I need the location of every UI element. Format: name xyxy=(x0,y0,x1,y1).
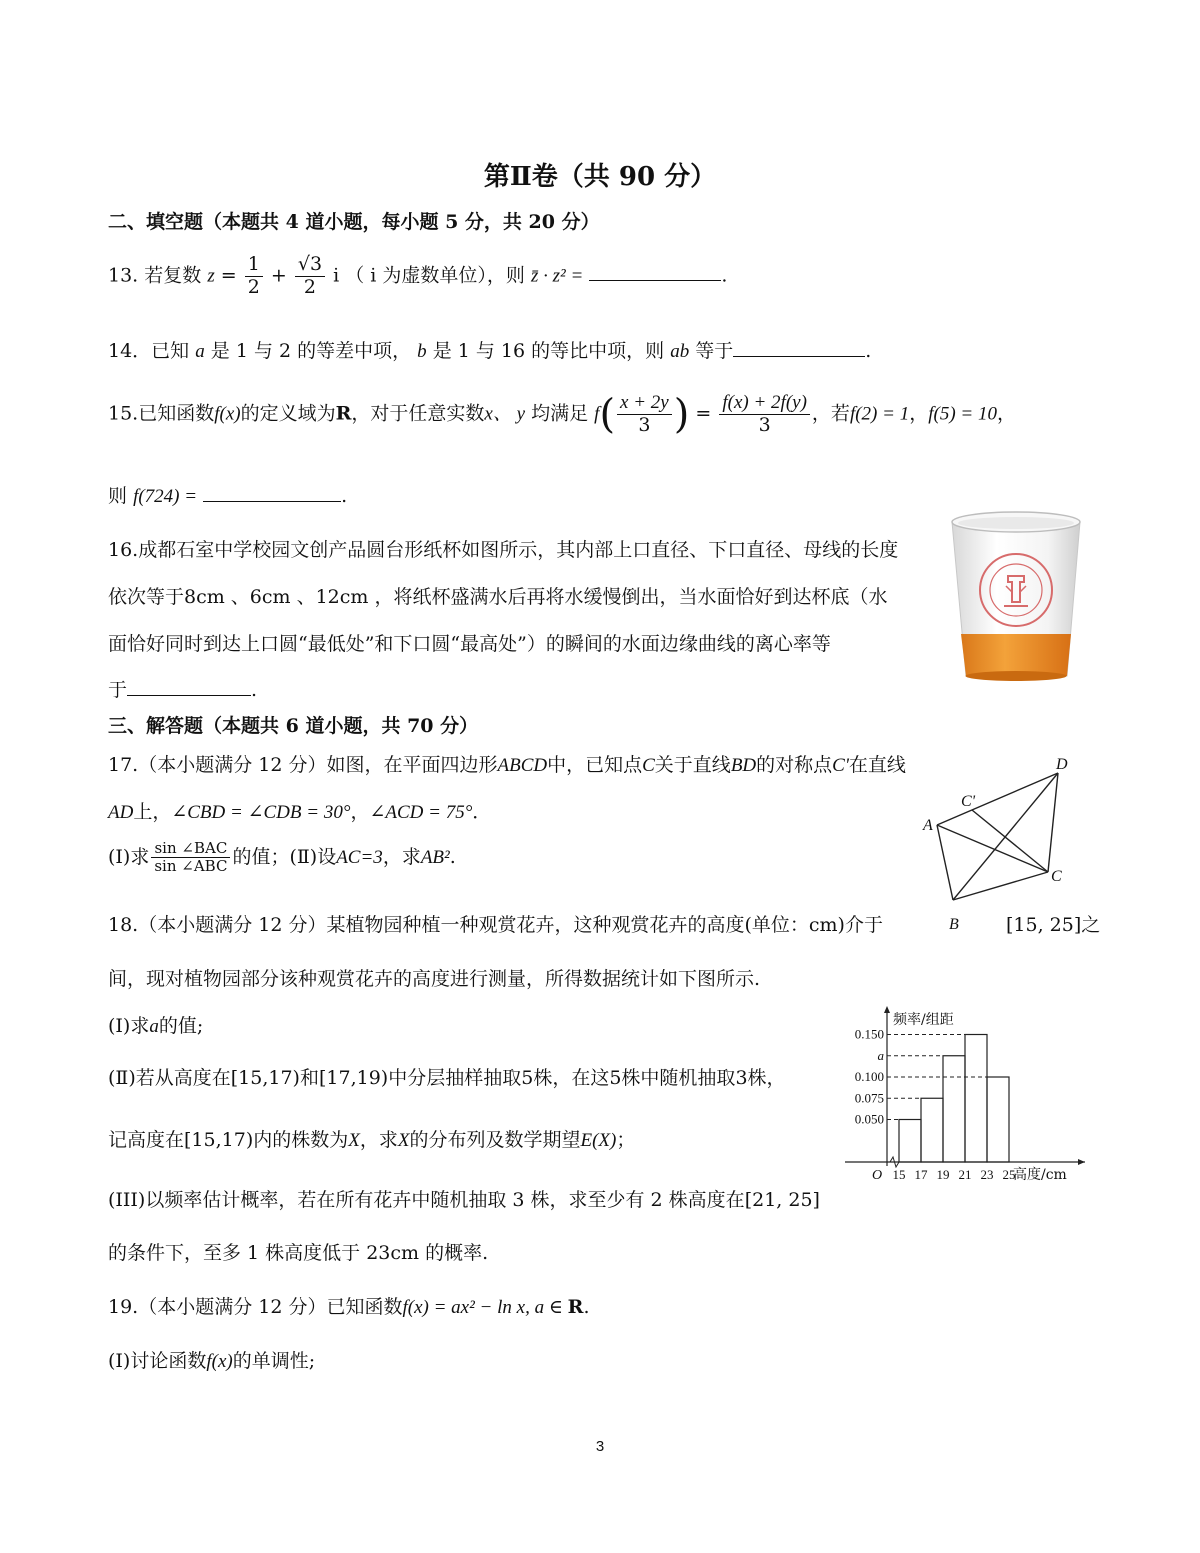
question-text: 15.已知函数 xyxy=(108,402,215,425)
paren-open: ( xyxy=(599,391,616,438)
question-18-part-3-line-1 xyxy=(108,1185,820,1212)
y-tick-label: a xyxy=(877,1047,884,1063)
question-text: (III)以频率估计概率，若在所有花卉中随机抽取 3 株，求至少有 2 株高度在 xyxy=(108,1189,745,1211)
interval: [15,17) xyxy=(230,1067,300,1089)
function-f: f xyxy=(594,403,600,425)
question-text: 株中随机抽取 xyxy=(621,1067,736,1089)
interval: [17,19) xyxy=(318,1067,389,1089)
question-text: 的值; xyxy=(158,1015,204,1037)
variable-a: a xyxy=(195,341,205,362)
period: . xyxy=(583,1296,590,1318)
label-D: D xyxy=(1056,756,1068,773)
question-text: 18.（本小题满分 12 分）某植物园种植一种观赏花卉，这种观赏花卉的高度(单位：cm)介于 xyxy=(108,914,883,936)
question-text: ，对于任意实数 xyxy=(351,402,485,425)
question-18-part-3-line-2: 的条件下，至多 1 株高度低于 23cm 的概率. xyxy=(108,1242,489,1264)
number: 5 xyxy=(609,1067,622,1089)
question-19-part-1 xyxy=(108,1346,315,1373)
number: 3 xyxy=(735,1067,748,1089)
question-text: 中分层抽样抽取 xyxy=(388,1067,522,1089)
period: . xyxy=(341,485,348,507)
question-16-line-3: 面恰好同时到达上口圆“最低处”和下口圆“最高处”）的瞬间的水面边缘曲线的离心率等 xyxy=(108,633,831,655)
condition-f5: f(5) = 10 xyxy=(928,403,997,425)
period: . xyxy=(865,340,872,362)
fraction-denominator: 3 xyxy=(758,413,771,436)
paper-cup-image xyxy=(946,506,1086,682)
y-tick-label: 0.150 xyxy=(854,1026,884,1042)
question-17-line-2 xyxy=(108,797,491,824)
fraction-lhs xyxy=(617,392,672,437)
fraction-numerator: x + 2y xyxy=(617,392,672,415)
question-18-part-1 xyxy=(108,1011,203,1038)
x-tick-label: 23 xyxy=(980,1167,994,1182)
question-text: 是 1 与 2 的等差中项， xyxy=(210,340,412,362)
fraction-denominator: 2 xyxy=(247,275,260,298)
question-text: 的单调性; xyxy=(232,1350,316,1372)
question-text: 均满足 xyxy=(531,402,589,425)
comma: ， xyxy=(909,402,929,425)
question-text: (Ⅰ)求 xyxy=(108,845,150,868)
variable-z: z xyxy=(207,265,215,287)
question-text: ，求 xyxy=(359,1129,398,1151)
height-interval: [15, 25] xyxy=(1006,914,1082,936)
question-text: 的定义域为 xyxy=(240,402,336,425)
x-tick-label: 17 xyxy=(914,1167,928,1182)
question-text: 17.（本小题满分 12 分）如图，在平面四边形 xyxy=(108,754,498,776)
equals-sign: = xyxy=(695,402,712,425)
question-18-interval xyxy=(1006,910,1100,937)
given-AC: AC=3 xyxy=(336,846,383,868)
label-B: B xyxy=(949,916,959,933)
page-number: 3 xyxy=(595,1438,605,1455)
question-text: 株， xyxy=(747,1067,786,1089)
fraction-numerator: sin ∠BAC xyxy=(151,840,230,858)
histogram-bar xyxy=(987,1077,1009,1162)
angle-condition-1: ∠CBD = ∠CDB = 30° xyxy=(171,802,351,823)
answer-blank[interactable] xyxy=(127,677,251,696)
question-text: 19.（本小题满分 12 分）已知函数 xyxy=(108,1296,403,1318)
y-axis-label: 频率/组距 xyxy=(893,1012,954,1028)
fraction-rhs xyxy=(719,392,810,437)
question-text: （ i 为虚数单位），则 xyxy=(345,264,525,287)
period: . xyxy=(251,679,258,701)
fraction-sin-ratio xyxy=(151,840,230,876)
fraction-denominator: 2 xyxy=(303,275,316,298)
period: . xyxy=(721,264,728,287)
section-2-header: 二、填空题（本题共 4 道小题，每小题 5 分，共 20 分） xyxy=(108,211,600,233)
question-text: 上， xyxy=(133,801,172,823)
function-definition: f(x) = ax² − ln x, a ∈ xyxy=(402,1297,568,1318)
set-R: R xyxy=(335,402,352,425)
answer-blank[interactable] xyxy=(589,262,721,281)
question-text: (Ⅱ)若从高度在 xyxy=(108,1067,231,1089)
paren-close: ) xyxy=(673,391,690,438)
point-C: C xyxy=(642,755,655,776)
fraction-numerator: √3 xyxy=(295,254,325,277)
segment-DC xyxy=(1048,773,1058,872)
line-BD: BD xyxy=(730,755,757,776)
label-A: A xyxy=(923,817,933,834)
expression: z̄ · z² = xyxy=(530,265,584,287)
condition-f2: f(2) = 1 xyxy=(849,403,910,425)
question-18-part-2-line-2 xyxy=(108,1125,635,1152)
function-fx: f(x) xyxy=(214,403,241,425)
question-18-line-1 xyxy=(108,910,883,937)
question-text: 于 xyxy=(108,679,128,701)
question-17-line-1 xyxy=(108,750,906,777)
question-text: 是 1 与 16 的等比中项，则 xyxy=(432,340,665,362)
question-16-line-1: 16.成都石室中学校园文创产品圆台形纸杯如图所示，其内部上口直径、下口直径、母线的长度 xyxy=(108,539,899,561)
comma: ， xyxy=(350,801,370,823)
set-R: R xyxy=(567,1296,584,1318)
expression-AB-squared: AB² xyxy=(420,846,450,868)
question-16-line-2: 依次等于8cm 、6cm 、12cm ，将纸杯盛满水后再将水缓慢倒出，当水面恰好到达杯底（水 xyxy=(108,586,888,608)
question-text: 记高度在 xyxy=(108,1129,185,1151)
fraction-denominator: 3 xyxy=(638,413,651,436)
question-text: 则 xyxy=(108,485,128,507)
fraction-one-half xyxy=(245,254,263,299)
question-text: ，求 xyxy=(382,845,421,868)
question-text: 的值；(Ⅱ)设 xyxy=(232,845,337,868)
x-tick-label: 25 xyxy=(1002,1167,1016,1182)
interval: [21, 25] xyxy=(744,1189,820,1211)
point-C-prime: C' xyxy=(832,755,849,776)
question-18-line-2: 间，现对植物园部分该种观赏花卉的高度进行测量，所得数据统计如下图所示. xyxy=(108,968,761,990)
question-text: 14．已知 xyxy=(108,340,190,362)
segment-BA xyxy=(937,825,953,900)
question-text: 内的株数为 xyxy=(253,1129,349,1151)
question-13 xyxy=(108,254,727,299)
question-text: 关于直线 xyxy=(654,754,731,776)
question-text: (Ⅰ)求 xyxy=(108,1015,150,1037)
question-15 xyxy=(108,392,1016,437)
fraction-numerator: 1 xyxy=(245,254,263,277)
x-axis-arrow-icon xyxy=(1078,1159,1085,1165)
quadrilateral-ABCD: ABCD xyxy=(497,755,548,776)
plus-sign: + xyxy=(270,264,287,287)
histogram-bar xyxy=(965,1035,987,1163)
expectation-EX: E(X) xyxy=(580,1130,617,1151)
variable-b: b xyxy=(417,341,427,362)
fraction-sqrt3-half xyxy=(295,254,325,299)
comma: ， xyxy=(996,402,1016,425)
y-tick-label: 0.075 xyxy=(854,1090,884,1106)
question-14 xyxy=(108,336,871,363)
x-axis-label: 高度/cm xyxy=(1013,1167,1067,1183)
question-18-part-2-line-1 xyxy=(108,1063,786,1090)
variable-ab: ab xyxy=(670,341,690,362)
x-tick-label: 21 xyxy=(958,1167,972,1182)
variable-X: X xyxy=(348,1130,360,1151)
question-text: (Ⅰ)讨论函数 xyxy=(108,1350,207,1372)
period: ． xyxy=(472,801,492,823)
question-16-line-4 xyxy=(108,675,257,702)
segment-CB xyxy=(953,872,1048,900)
histogram-bar xyxy=(921,1098,943,1162)
variable-X: X xyxy=(397,1130,410,1151)
y-tick-label: 0.100 xyxy=(854,1069,884,1084)
imaginary-unit: i xyxy=(333,264,340,287)
function-fx: f(x) xyxy=(206,1351,233,1372)
histogram-bar xyxy=(899,1120,921,1163)
angle-condition-2: ∠ACD = 75° xyxy=(369,802,473,823)
segment-AC xyxy=(937,825,1048,872)
question-text: 和 xyxy=(299,1067,319,1089)
answer-blank[interactable] xyxy=(203,483,341,502)
expression: f(724) = xyxy=(133,486,198,507)
question-text: 等于 xyxy=(695,340,734,362)
fraction-denominator: sin ∠ABC xyxy=(154,857,228,876)
question-17-line-3 xyxy=(108,840,456,876)
answer-blank[interactable] xyxy=(733,338,865,357)
variables-xy: x、 y xyxy=(484,403,526,425)
question-text: 株，在这 xyxy=(533,1067,610,1089)
interval: [15,17) xyxy=(184,1129,254,1151)
equals-sign: = xyxy=(220,264,237,287)
x-tick-label: 19 xyxy=(936,1167,950,1182)
question-text: 中，已知点 xyxy=(547,754,643,776)
line-AD: AD xyxy=(108,802,134,823)
fraction-numerator: f(x) + 2f(y) xyxy=(719,392,810,415)
question-text: 之 xyxy=(1081,914,1101,936)
question-text: 若复数 xyxy=(144,264,202,287)
frequency-histogram xyxy=(835,1000,1095,1200)
question-19-line-1 xyxy=(108,1292,590,1319)
question-text: ； xyxy=(616,1129,636,1151)
page-title: 第Ⅱ卷（共 90 分） xyxy=(483,162,717,192)
question-text: ，若 xyxy=(811,402,850,425)
question-number: 13. xyxy=(108,264,139,287)
y-axis-arrow-icon xyxy=(884,1006,890,1013)
question-text: 的对称点 xyxy=(756,754,833,776)
histogram-bar xyxy=(943,1056,965,1162)
question-15-line-2 xyxy=(108,481,347,508)
question-text: 在直线 xyxy=(848,754,906,776)
section-3-header: 三、解答题（本题共 6 道小题，共 70 分） xyxy=(108,715,479,737)
variable-a: a xyxy=(149,1016,159,1037)
y-tick-label: 0.050 xyxy=(854,1111,884,1127)
origin-label: O xyxy=(871,1168,883,1183)
question-text: 的分布列及数学期望 xyxy=(409,1129,581,1151)
label-C-prime: C' xyxy=(961,793,976,810)
x-tick-label: 15 xyxy=(892,1167,906,1182)
period: . xyxy=(449,845,456,868)
segment-AD xyxy=(937,773,1058,825)
number: 5 xyxy=(521,1067,534,1089)
label-C: C xyxy=(1051,868,1062,885)
